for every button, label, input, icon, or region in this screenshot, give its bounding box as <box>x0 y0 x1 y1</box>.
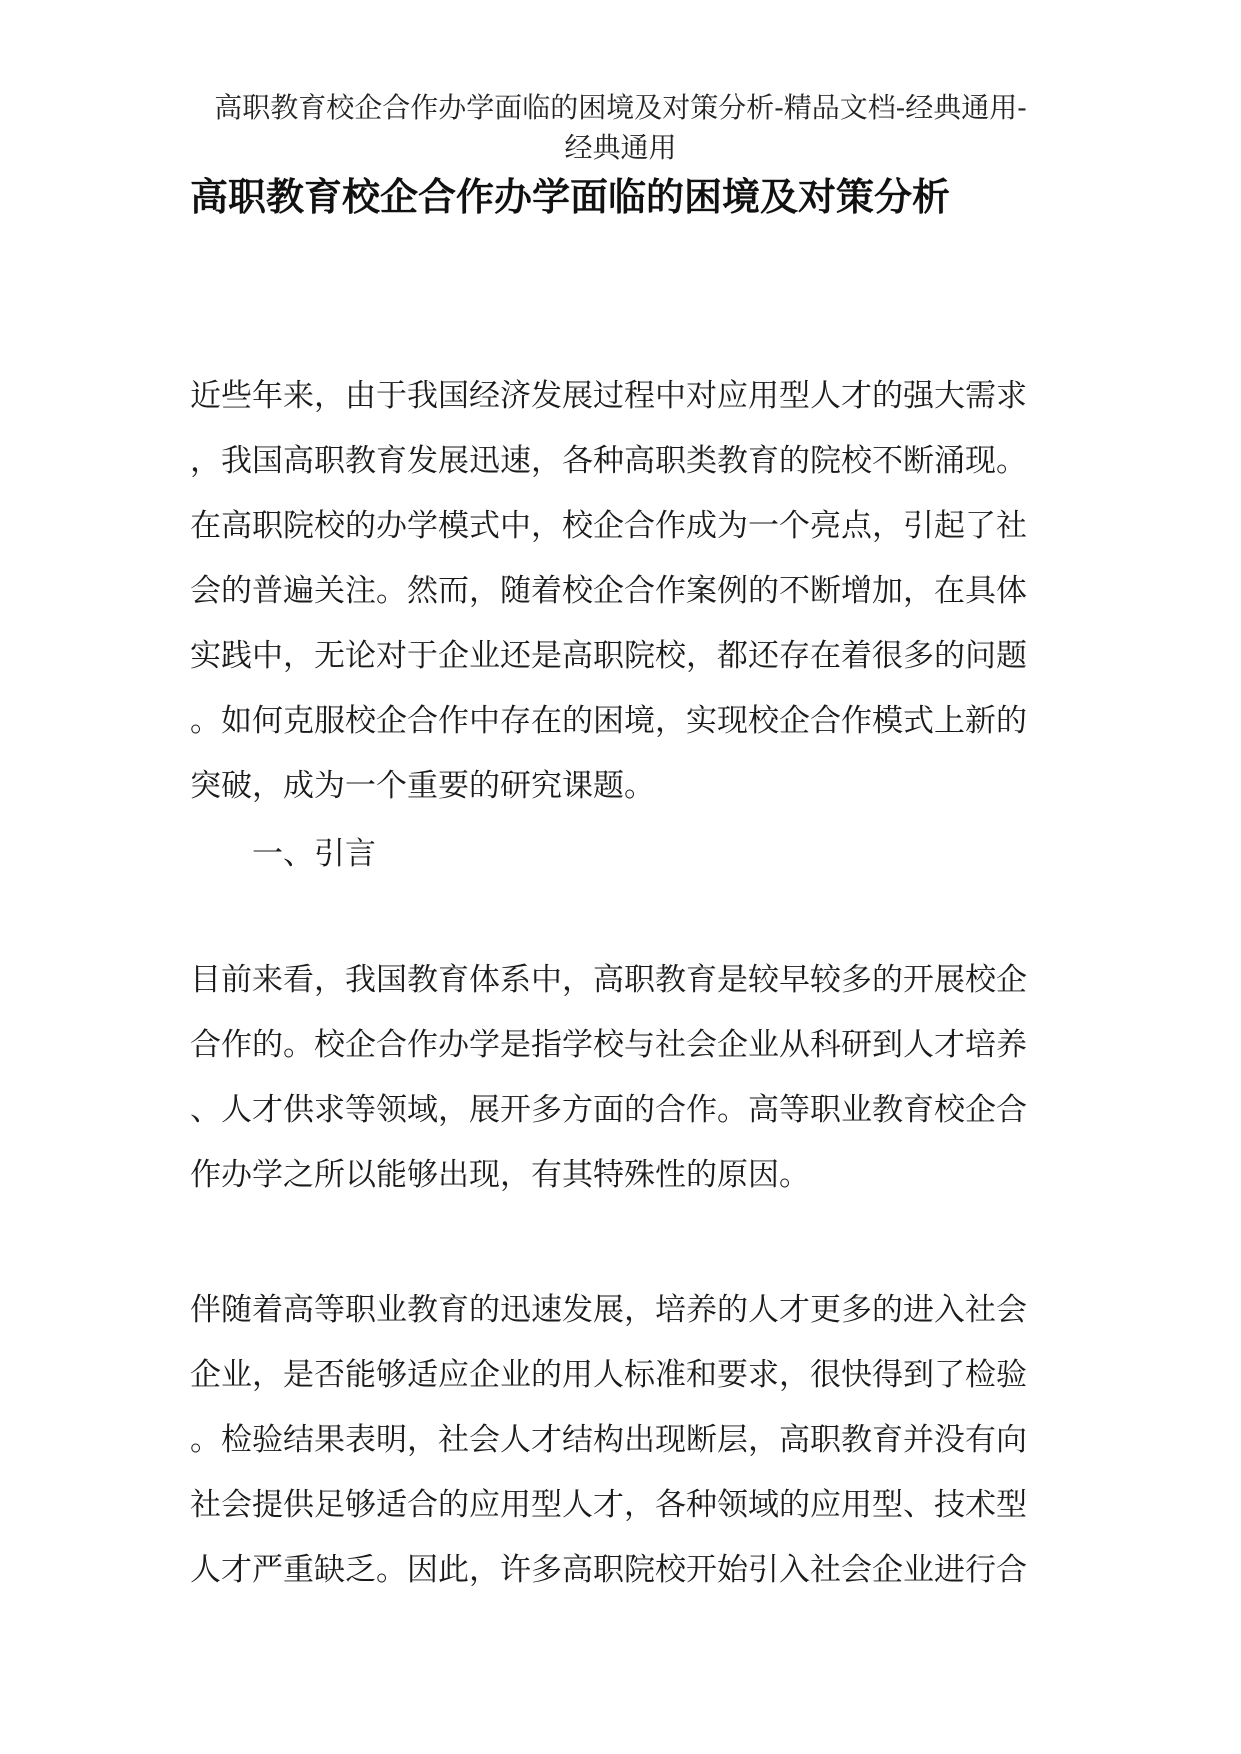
paragraph-line: 突破，成为一个重要的研究课题。 <box>190 768 655 804</box>
paragraph-line: 。如何克服校企合作中存在的困境，实现校企合作模式上新的 <box>190 703 1027 739</box>
paragraph-line: 。检验结果表明，社会人才结构出现断层，高职教育并没有向 <box>190 1422 1027 1458</box>
paragraph-line: 在高职院校的办学模式中，校企合作成为一个亮点，引起了社 <box>190 508 1027 544</box>
document-header <box>150 88 1091 168</box>
header-line-1: 高职教育校企合作办学面临的困境及对策分析-精品文档-经典通用- <box>214 91 1027 124</box>
section-heading-wrapper <box>190 822 1045 887</box>
paragraph-line: 目前来看，我国教育体系中，高职教育是较早较多的开展校企 <box>190 962 1027 998</box>
paragraph-line: 合作的。校企合作办学是指学校与社会企业从科研到人才培养 <box>190 1027 1027 1063</box>
document-title: 高职教育校企合作办学面临的困境及对策分析 <box>190 174 951 219</box>
paragraph-line: 会的普遍关注。然而，随着校企合作案例的不断增加，在具体 <box>190 573 1027 609</box>
body-paragraph-3 <box>190 1278 1045 1603</box>
paragraph-line: 伴随着高等职业教育的迅速发展，培养的人才更多的进入社会 <box>190 1292 1027 1328</box>
body-paragraph-2 <box>190 948 1045 1208</box>
intro-paragraph <box>190 364 1045 819</box>
paragraph-line: 、人才供求等领域，展开多方面的合作。高等职业教育校企合 <box>190 1092 1027 1128</box>
section-heading: 一、引言 <box>252 836 376 872</box>
paragraph-line: 作办学之所以能够出现，有其特殊性的原因。 <box>190 1157 810 1193</box>
header-line-2: 经典通用 <box>564 131 677 164</box>
paragraph-line: 社会提供足够适合的应用型人才，各种领域的应用型、技术型 <box>190 1487 1027 1523</box>
paragraph-line: 人才严重缺乏。因此，许多高职院校开始引入社会企业进行合 <box>190 1552 1027 1588</box>
paragraph-line: 企业，是否能够适应企业的用人标准和要求，很快得到了检验 <box>190 1357 1027 1393</box>
paragraph-line: 近些年来，由于我国经济发展过程中对应用型人才的强大需求 <box>190 378 1027 414</box>
paragraph-line: ，我国高职教育发展迅速，各种高职类教育的院校不断涌现。 <box>190 443 1027 479</box>
paragraph-line: 实践中，无论对于企业还是高职院校，都还存在着很多的问题 <box>190 638 1027 674</box>
